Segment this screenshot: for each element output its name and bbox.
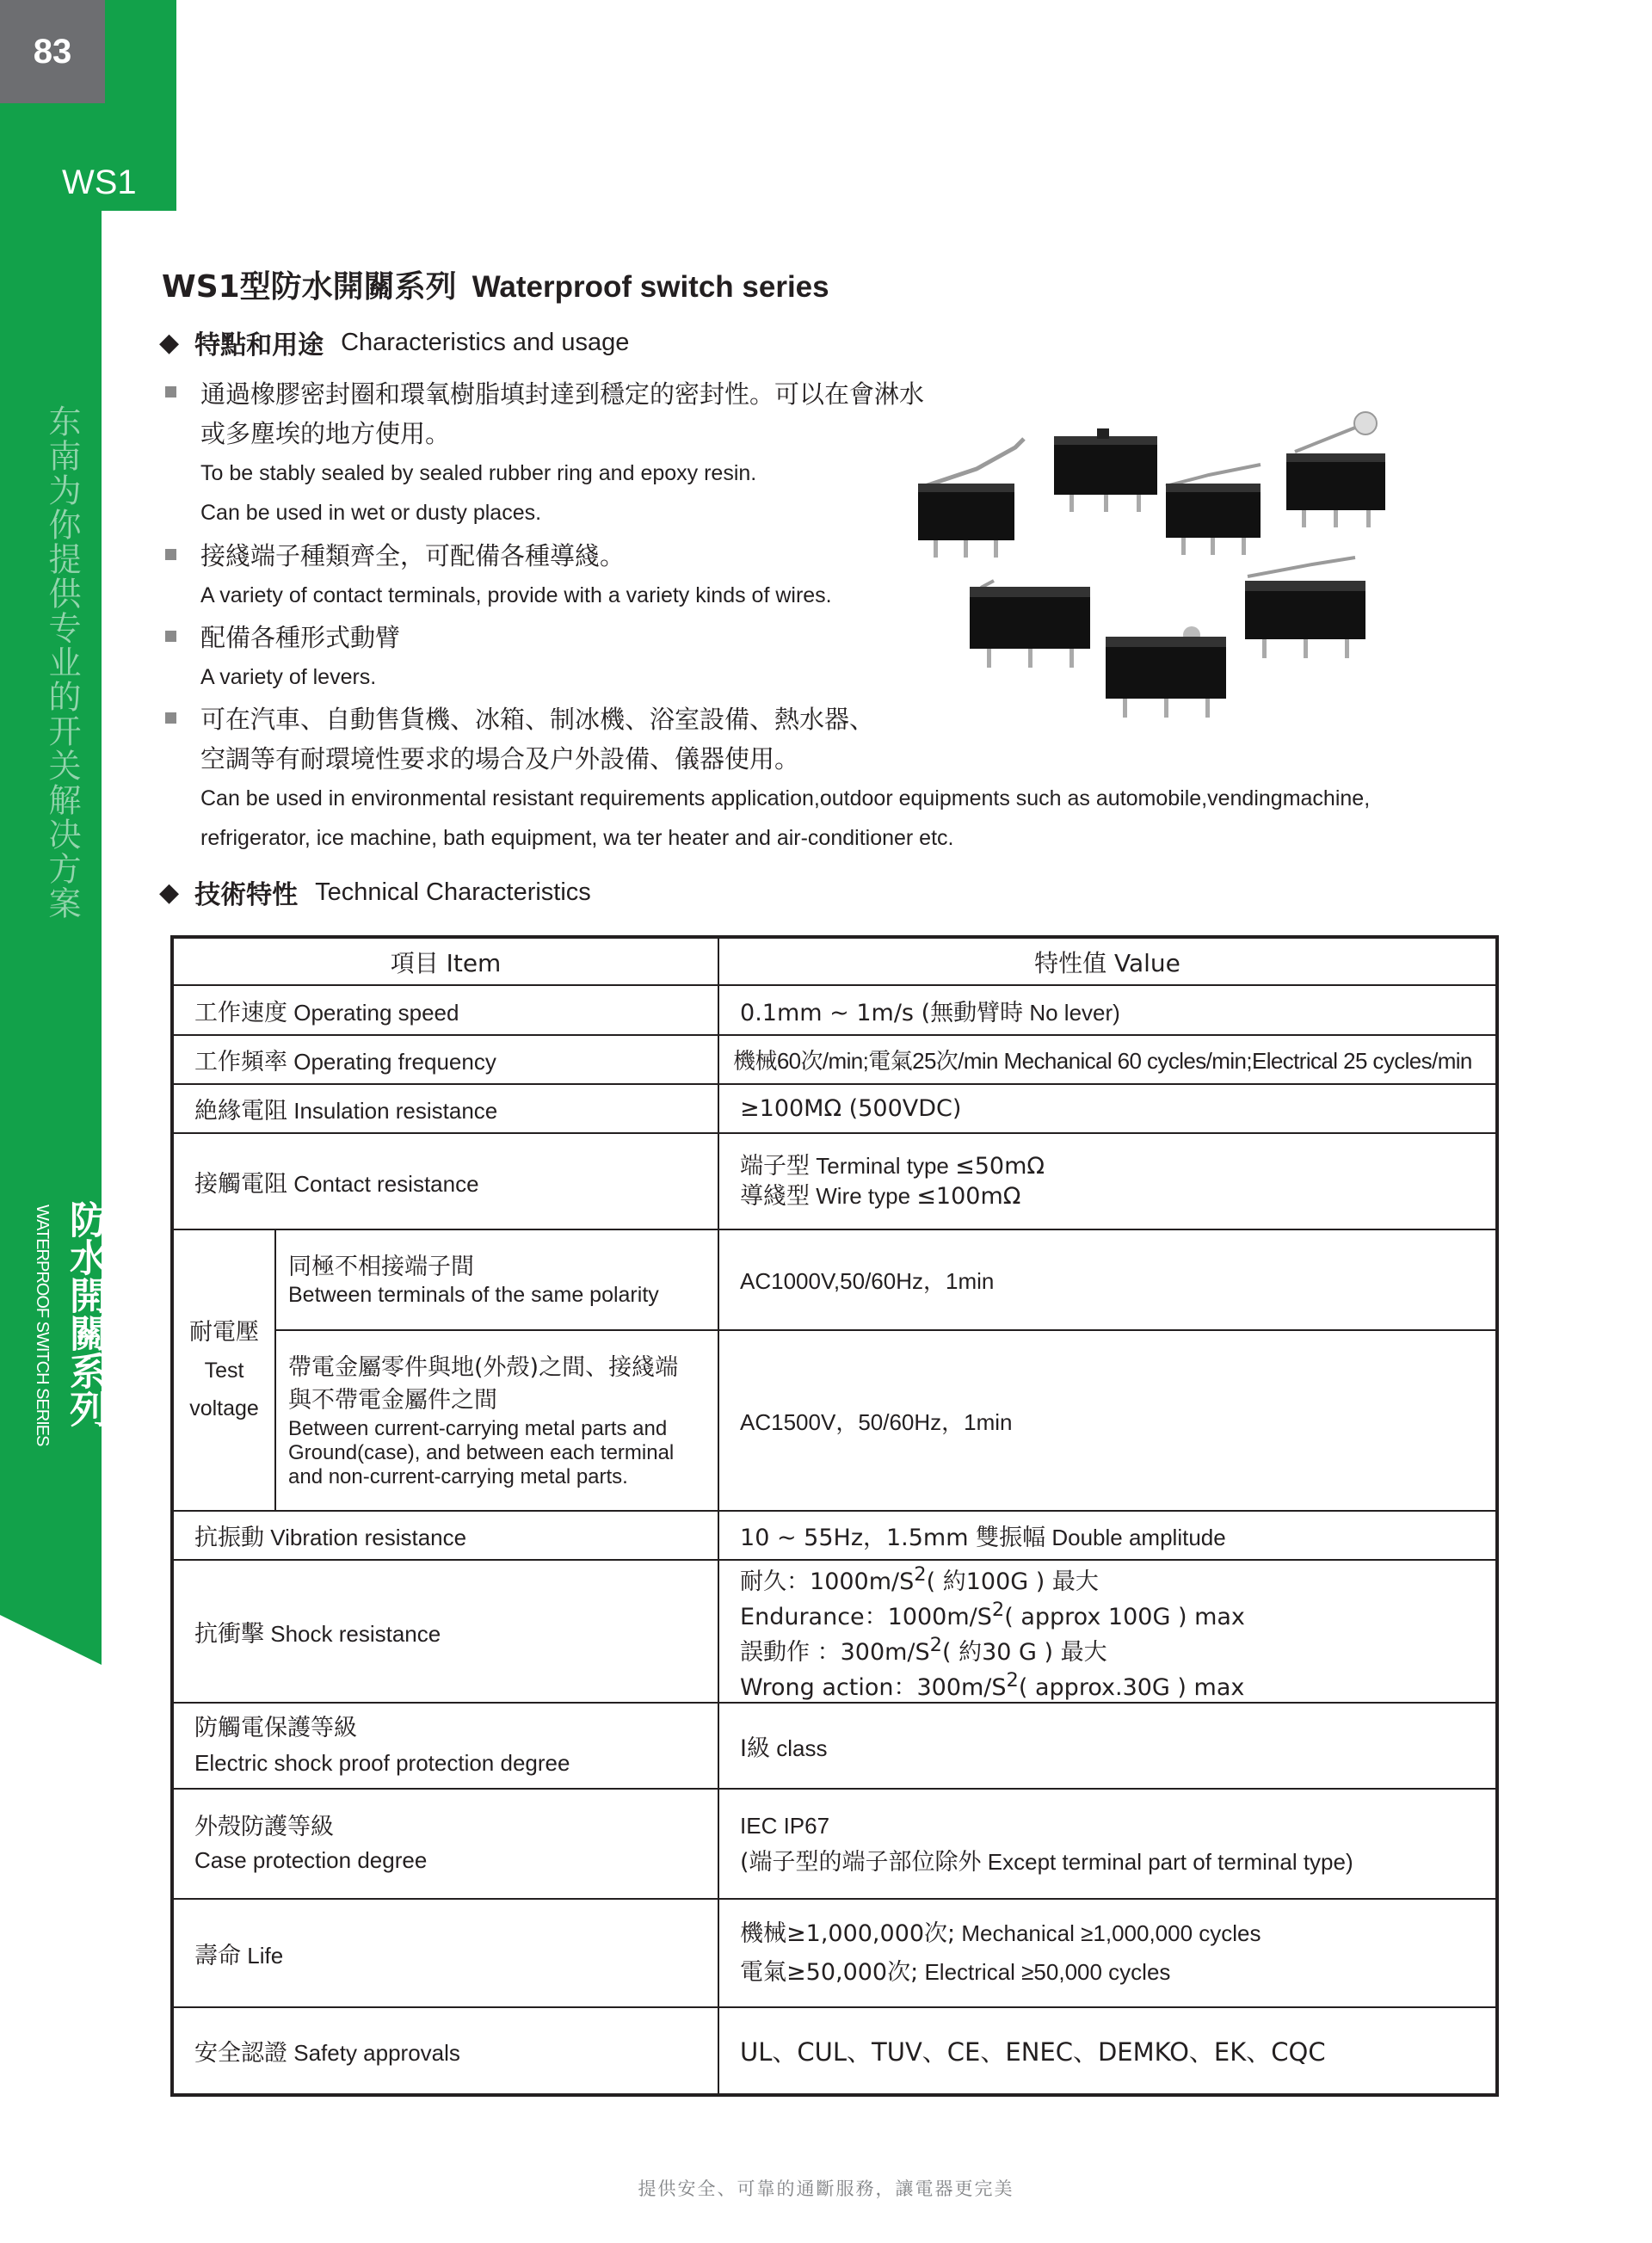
contact-v2-zh: 導綫型 [740,1183,811,1210]
technical-heading-zh: 技術特性 [194,880,299,910]
square-bullet-icon [165,631,176,642]
shock-label-zh: 抗衝擊 [194,1620,264,1648]
page-number: 83 [0,0,105,103]
test-voltage-sub2-en-2: Ground(case), and between each terminal [288,1441,675,1464]
item-1-en-line-2: Can be used in wet or dusty places. [200,501,542,525]
safety-value: UL、CUL、TUV、CE、ENEC、DEMKO、EK、CQC [718,2007,1497,2095]
square-bullet-icon [165,386,176,397]
item-2-en-line-1: A variety of contact terminals, provide with a variety kinds of wires. [200,583,832,607]
test-voltage-zh: 耐電壓 [189,1318,259,1346]
characteristics-heading-en: Characteristics and usage [341,328,630,356]
case-value-2 [740,1844,1475,1881]
frequency-value: 機械60次/min;電氣25次/min Mechanical 60 cycles/min;Electrical 25 cycles/min [718,1035,1497,1084]
insulation-label-en: Insulation resistance [293,1098,498,1124]
characteristic-item-2 [200,536,832,615]
shock-sup: 2 [991,1599,1005,1621]
table-row [172,1330,1497,1511]
electric-shock-label-zh: 防觸電保護等級 [194,1715,357,1741]
item-3-zh-line-1: 配備各種形式動臂 [200,623,401,652]
frequency-label [172,1035,718,1084]
table-row [172,937,1497,985]
case-label [172,1789,718,1899]
shock-l3a: 誤動作 ：300m/S [740,1639,930,1666]
shock-l4a: Wrong action：300m/S [740,1674,1007,1701]
switch-image [1166,465,1261,555]
contact-label-zh: 接觸電阻 [194,1170,287,1198]
test-voltage-label [172,1229,275,1511]
speed-value-b: No lever) [1029,999,1120,1026]
speed-label [172,985,718,1035]
switch-image [1286,412,1385,527]
electric-shock-value-a: Ⅰ級 [740,1735,770,1762]
characteristics-heading [159,324,629,361]
case-value-1: IEC IP67 [740,1812,830,1839]
test-voltage-sub2-en-1: Between current-carrying metal parts and [288,1417,668,1440]
diamond-bullet-icon: ◆ [159,877,180,908]
shock-sup: 2 [1006,1669,1019,1691]
table-row [172,1789,1497,1899]
table-row [172,1899,1497,2007]
characteristic-item-3 [200,618,400,697]
test-voltage-sub1-value: AC1000V,50/60Hz，1min [718,1229,1497,1330]
speed-label-en: Operating speed [293,999,459,1026]
life-v2-en: Electrical ≥50,000 cycles [924,1959,1171,1985]
life-value-2 [740,1953,1475,1992]
test-voltage-sub2 [275,1330,718,1511]
shock-line-2 [740,1596,1475,1631]
square-bullet-icon [165,712,176,724]
switch-image [1106,626,1226,718]
diamond-bullet-icon: ◆ [159,327,180,358]
test-voltage-sub1-zh: 同極不相接端子間 [288,1254,474,1280]
item-1-zh-line-2: 或多塵埃的地方使用。 [200,419,451,448]
item-2-zh-line-1: 接綫端子種類齊全，可配備各種導綫。 [200,541,626,570]
contact-v2-en: Wire type [816,1183,911,1209]
contact-value-line-1 [740,1151,1475,1181]
life-value [718,1899,1497,2007]
title-zh: WS1型防水開關系列 [162,269,457,305]
vibration-value [718,1511,1497,1560]
table-row [172,2007,1497,2095]
characteristics-heading-zh: 特點和用途 [194,330,324,360]
shock-line-1 [740,1561,1475,1596]
vibration-label-en: Vibration resistance [270,1525,467,1550]
test-voltage-sub2-zh-1: 帶電金屬零件與地(外殻)之間、接綫端 [288,1354,679,1381]
contact-v1-val: ≤50mΩ [955,1153,1045,1180]
insulation-value: ≥100MΩ (500VDC) [718,1084,1497,1133]
vibration-value-a: 10 ~ 55Hz，1.5mm 雙振幅 [740,1525,1046,1551]
switch-image [1054,428,1157,512]
header-value: 特性值 Value [718,937,1497,985]
shock-l1a: 耐久：1000m/S [740,1568,915,1595]
shock-l1b: ( 約100G ) 最大 [926,1568,1099,1595]
shock-l3b: ( 約30 G ) 最大 [942,1639,1107,1666]
test-voltage-sub2-zh-2: 與不帶電金屬件之間 [288,1387,497,1414]
shock-sup: 2 [914,1563,927,1586]
life-label-zh: 壽命 [194,1942,241,1969]
item-3-en-line-1: A variety of levers. [200,665,377,689]
test-voltage-en-1: Test [204,1358,244,1383]
shock-line-3 [740,1631,1475,1667]
contact-value [718,1133,1497,1229]
spec-table [170,935,1499,2097]
side-series-zh: 防水開關系列 [63,1200,107,1427]
vibration-label-zh: 抗振動 [194,1525,264,1551]
table-row [172,1229,1497,1330]
shock-label-en: Shock resistance [270,1620,441,1647]
contact-label [172,1133,718,1229]
item-4-en-line-2: refrigerator, ice machine, bath equipment, wa ter heater and air-conditioner etc. [200,826,954,850]
safety-label-zh: 安全認證 [194,2040,287,2067]
vibration-label [172,1511,718,1560]
insulation-label-zh: 絶緣電阻 [194,1098,287,1125]
side-series-en: WATERPROOF SWITCH SERIES [33,1205,52,1446]
test-voltage-sub1-en: Between terminals of the same polarity [288,1283,659,1307]
insulation-label [172,1084,718,1133]
switch-image [918,439,1024,558]
vibration-value-b: Double amplitude [1051,1525,1226,1550]
case-value [718,1789,1497,1899]
shock-line-4 [740,1667,1475,1702]
contact-v2-val: ≤100mΩ [916,1183,1021,1210]
side-slogan: 东南为你提供专业的开关解决方案 [43,404,81,921]
case-value-2-zh: (端子型的端子部位除外 [740,1848,982,1876]
test-voltage-sub2-value: AC1500V，50/60Hz，1min [718,1330,1497,1511]
shock-label [172,1560,718,1703]
shock-l2a: Endurance：1000m/S [740,1604,992,1630]
table-row [172,1560,1497,1703]
frequency-label-en: Operating frequency [293,1049,496,1075]
contact-label-en: Contact resistance [293,1170,479,1197]
characteristic-item-1 [200,374,924,533]
shock-value [718,1560,1497,1703]
product-photo [908,404,1407,723]
test-voltage-en-2: voltage [189,1396,259,1420]
case-label-zh: 外殻防護等級 [194,1814,334,1840]
shock-l2b: ( approx 100G ) max [1004,1604,1245,1630]
safety-label-en: Safety approvals [293,2040,460,2066]
contact-v1-en: Terminal type [816,1153,949,1179]
life-label [172,1899,718,2007]
table-row [172,985,1497,1035]
life-v1-zh: 機械≥1,000,000次; [740,1920,956,1947]
item-1-en-line-1: To be stably sealed by sealed rubber ring and epoxy resin. [200,461,757,485]
case-value-2-en: Except terminal part of terminal type) [987,1848,1353,1875]
characteristic-item-4 [200,699,1370,858]
table-row [172,1133,1497,1229]
model-label: WS1 [62,163,137,201]
safety-label [172,2007,718,2095]
header-item: 項目 Item [172,937,718,985]
speed-value-a: 0.1mm ~ 1m/s (無動臂時 [740,999,1024,1026]
test-voltage-sub1 [275,1229,718,1330]
life-label-en: Life [247,1942,284,1969]
life-v2-zh: 電氣≥50,000次; [740,1959,919,1986]
frequency-label-zh: 工作頻率 [194,1049,287,1075]
electric-shock-label-en: Electric shock proof protection degree [194,1750,570,1776]
square-bullet-icon [165,549,176,560]
page-footer: 提供安全、可靠的通斷服務，讓電器更完美 [638,2178,1014,2199]
case-label-en: Case protection degree [194,1847,428,1873]
shock-l4b: ( approx.30G ) max [1018,1674,1245,1701]
table-row [172,1035,1497,1084]
test-voltage-sub2-en-3: and non-current-carrying metal parts. [288,1465,628,1488]
item-4-zh-line-1: 可在汽車、自動售貨機、冰箱、制冰機、浴室設備、熱水器、 [200,705,875,734]
electric-shock-label [172,1703,718,1789]
technical-heading-en: Technical Characteristics [315,878,591,906]
electric-shock-value-b: class [776,1735,828,1761]
technical-heading [159,873,591,911]
contact-v1-zh: 端子型 [740,1153,811,1180]
speed-value [718,985,1497,1035]
life-v1-en: Mechanical ≥1,000,000 cycles [961,1920,1261,1946]
shock-sup: 2 [929,1634,942,1656]
contact-value-line-2 [740,1181,1475,1211]
table-row [172,1084,1497,1133]
speed-label-zh: 工作速度 [194,999,287,1026]
item-4-zh-line-2: 空調等有耐環境性要求的場合及户外設備、儀器使用。 [200,744,800,773]
item-4-en-line-1: Can be used in environmental resistant requirements application,outdoor equipments such as automobile,vendingmachine, [200,786,1371,810]
electric-shock-value [718,1703,1497,1789]
title-en: Waterproof switch series [472,270,829,304]
page-title [162,262,829,306]
life-value-1 [740,1914,1475,1953]
table-row [172,1703,1497,1789]
item-1-zh-line-1: 通過橡膠密封圈和環氧樹脂填封達到穩定的密封性。可以在會淋水 [200,379,925,409]
switch-image [1245,558,1365,658]
table-row [172,1511,1497,1560]
switch-image [970,581,1090,668]
